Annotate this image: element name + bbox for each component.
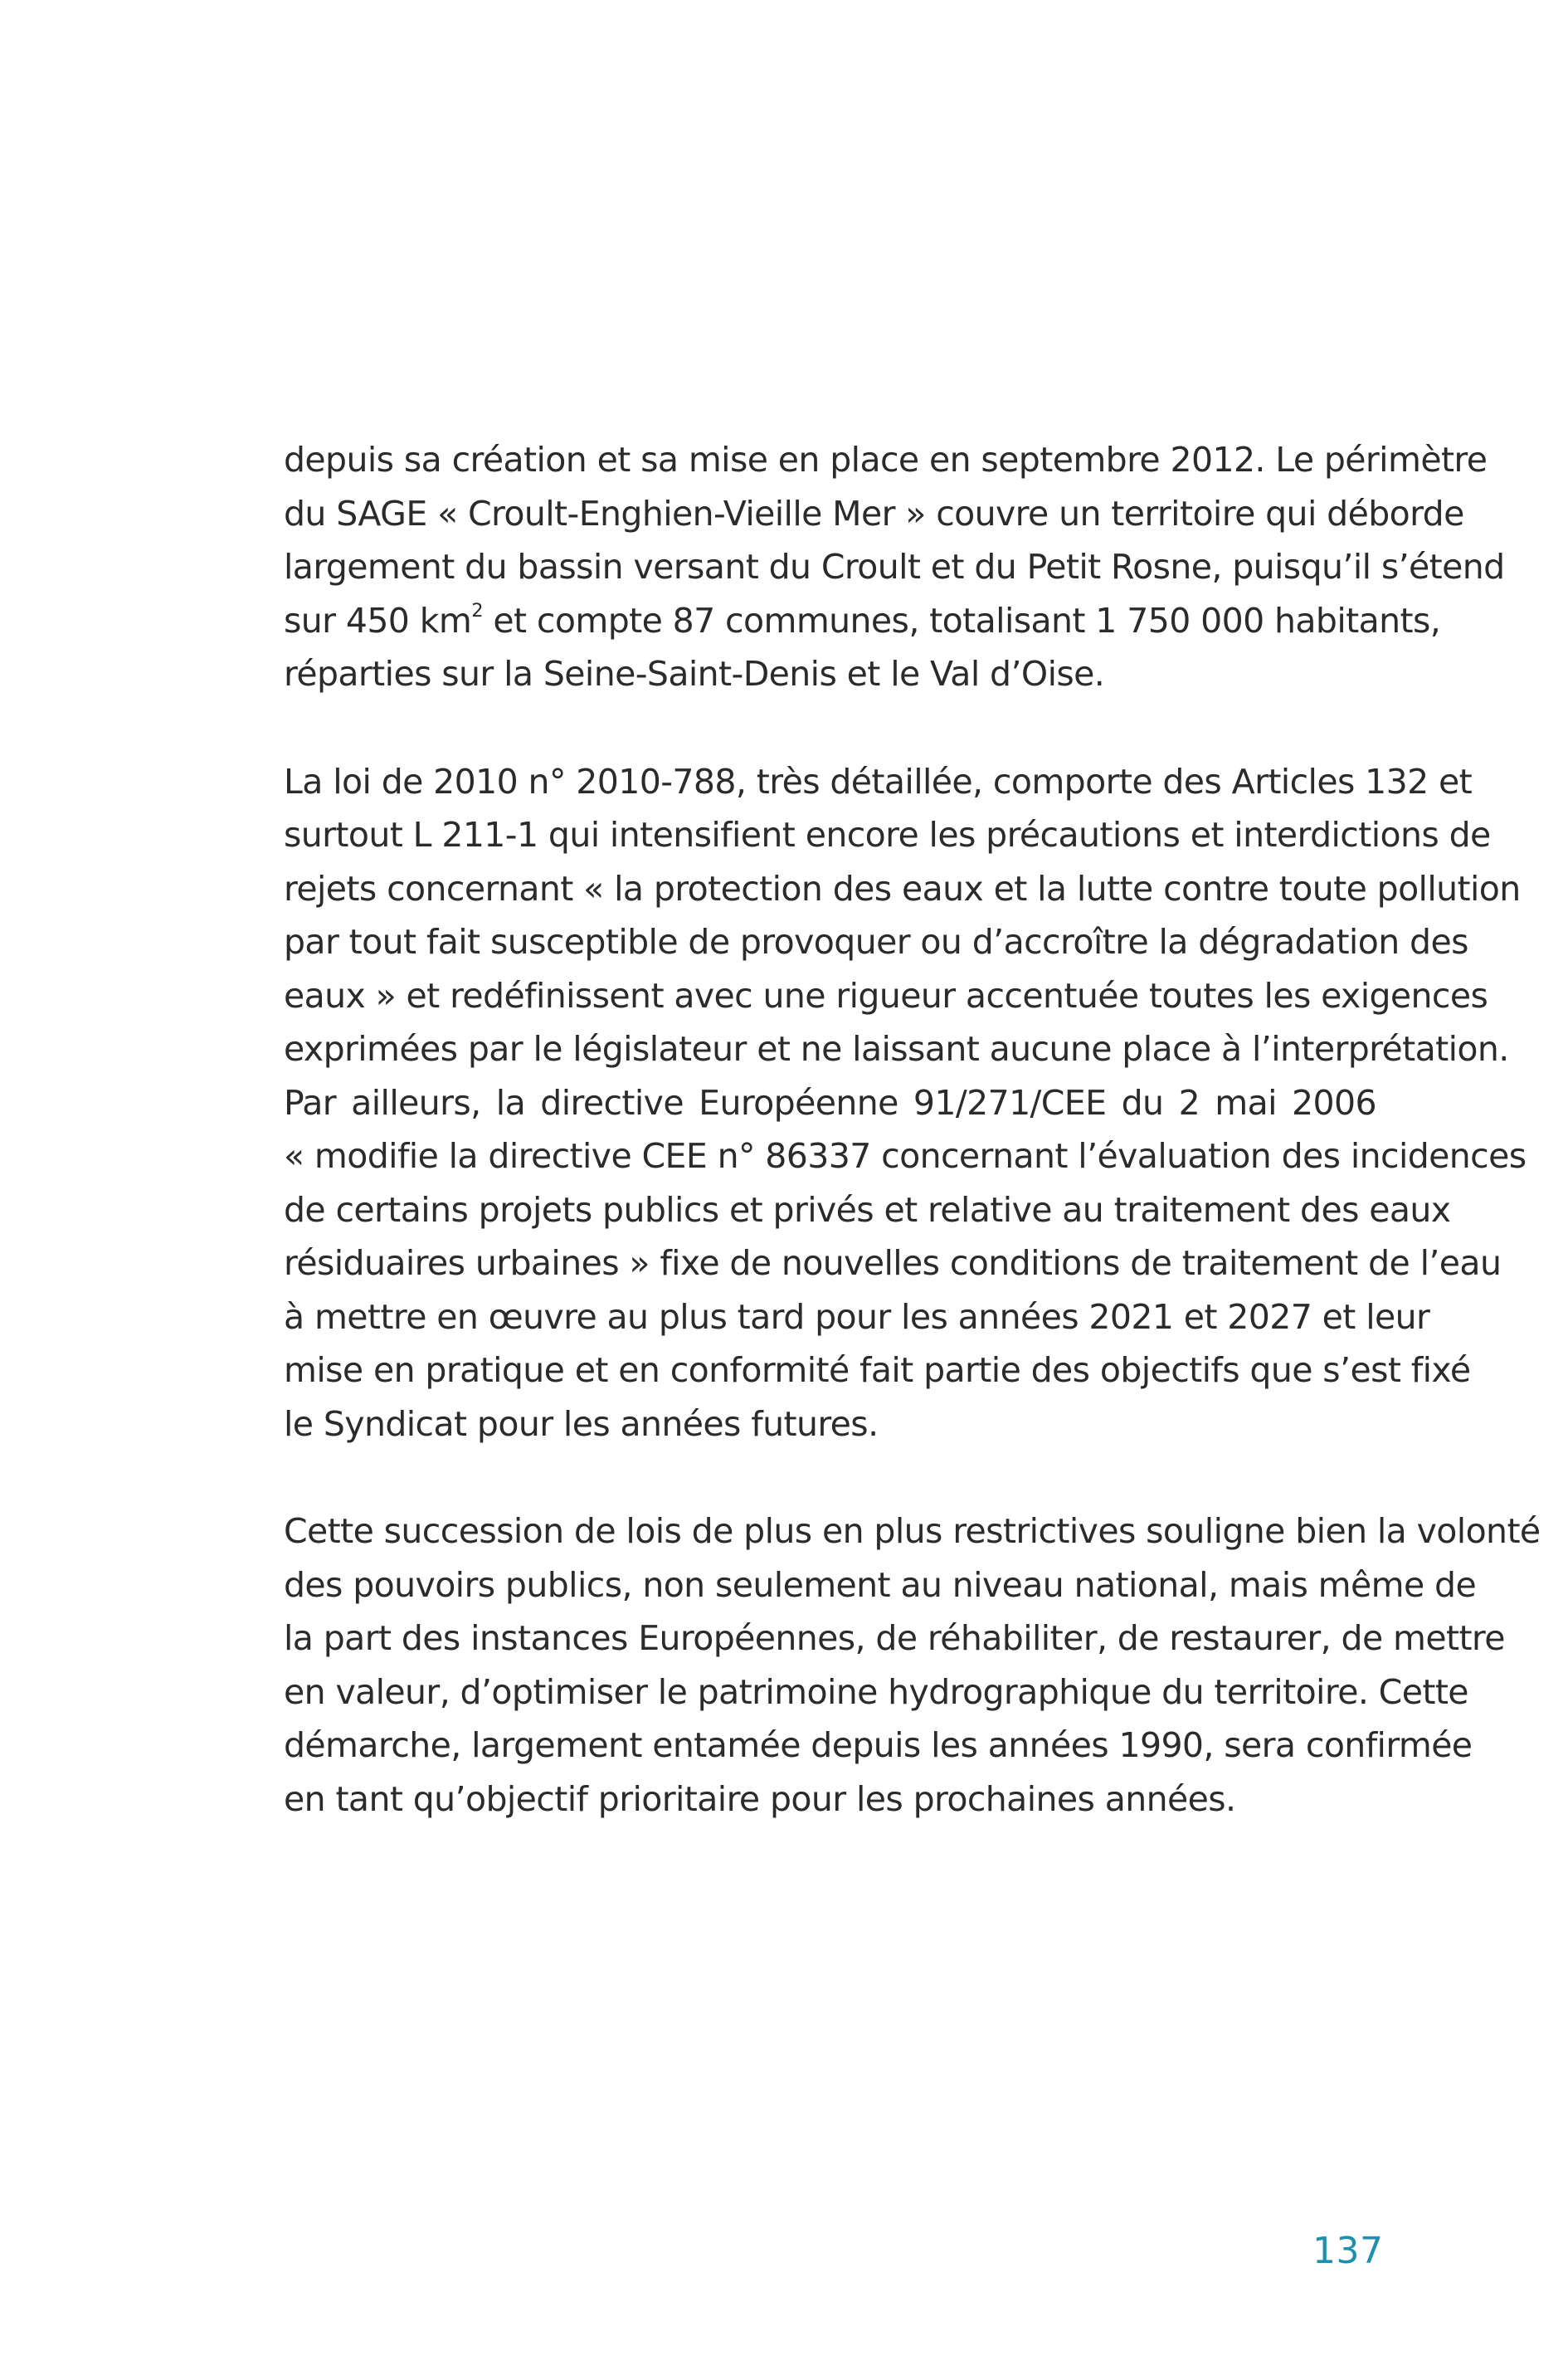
text-line: résiduaires urbaines » fixe de nouvelles conditions de traitement de l’eau: [284, 1243, 1502, 1283]
text-line: mise en pratique et en conformité fait partie des objectifs que s’est fixé: [284, 1350, 1471, 1390]
text-line: réparties sur la Seine-Saint-Denis et le Val d’Oise.: [284, 654, 1105, 694]
text-line: en valeur, d’optimiser le patrimoine hydrographique du territoire. Cette: [284, 1671, 1468, 1712]
text-fragment: sur 450 km: [284, 600, 472, 641]
paragraph-sage-perimeter: [284, 433, 1505, 701]
text-line: Par ailleurs, la directive Européenne 91/271/CEE du 2 mai 2006: [284, 1082, 1376, 1123]
page-number: 137: [1312, 2230, 1384, 2272]
text-line: à mettre en œuvre au plus tard pour les années 2021 et 2027 et leur: [284, 1296, 1430, 1337]
text-line: du SAGE « Croult-Enghien-Vieille Mer » couvre un territoire qui déborde: [284, 493, 1464, 534]
paragraph-law-2010: [284, 755, 1527, 1451]
text-line: des pouvoirs publics, non seulement au niveau national, mais même de: [284, 1564, 1477, 1605]
text-line: démarche, largement entamée depuis les années 1990, sera confirmée: [284, 1725, 1473, 1765]
text-line: depuis sa création et sa mise en place en septembre 2012. Le périmètre: [284, 440, 1488, 480]
text-line: [284, 594, 1441, 648]
text-line: Cette succession de lois de plus en plus restrictives souligne bien la volonté: [284, 1511, 1541, 1551]
text-fragment: et compte 87 communes, totalisant 1 750 000 habitants,: [482, 600, 1441, 641]
text-line: La loi de 2010 n° 2010-788, très détaillée, comporte des Articles 132 et: [284, 761, 1473, 802]
superscript: 2: [471, 600, 483, 622]
paragraph-conclusion: [284, 1504, 1541, 1826]
text-line: le Syndicat pour les années futures.: [284, 1403, 879, 1444]
text-line: surtout L 211-1 qui intensifient encore les précautions et interdictions de: [284, 815, 1491, 855]
text-line: exprimées par le législateur et ne laissant aucune place à l’interprétation.: [284, 1029, 1509, 1069]
text-line: rejets concernant « la protection des eaux et la lutte contre toute pollution: [284, 868, 1521, 909]
text-line: eaux » et redéfinissent avec une rigueur accentuée toutes les exigences: [284, 975, 1488, 1016]
text-line: largement du bassin versant du Croult et du Petit Rosne, puisqu’il s’étend: [284, 547, 1505, 587]
text-line: de certains projets publics et privés et relative au traitement des eaux: [284, 1189, 1451, 1230]
text-line: en tant qu’objectif prioritaire pour les prochaines années.: [284, 1778, 1236, 1819]
body-text: [284, 433, 1541, 1880]
text-line: la part des instances Européennes, de réhabiliter, de restaurer, de mettre: [284, 1618, 1505, 1658]
text-line: « modifie la directive CEE n° 86337 concernant l’évaluation des incidences: [284, 1136, 1527, 1176]
text-line: par tout fait susceptible de provoquer ou d’accroître la dégradation des: [284, 922, 1468, 962]
